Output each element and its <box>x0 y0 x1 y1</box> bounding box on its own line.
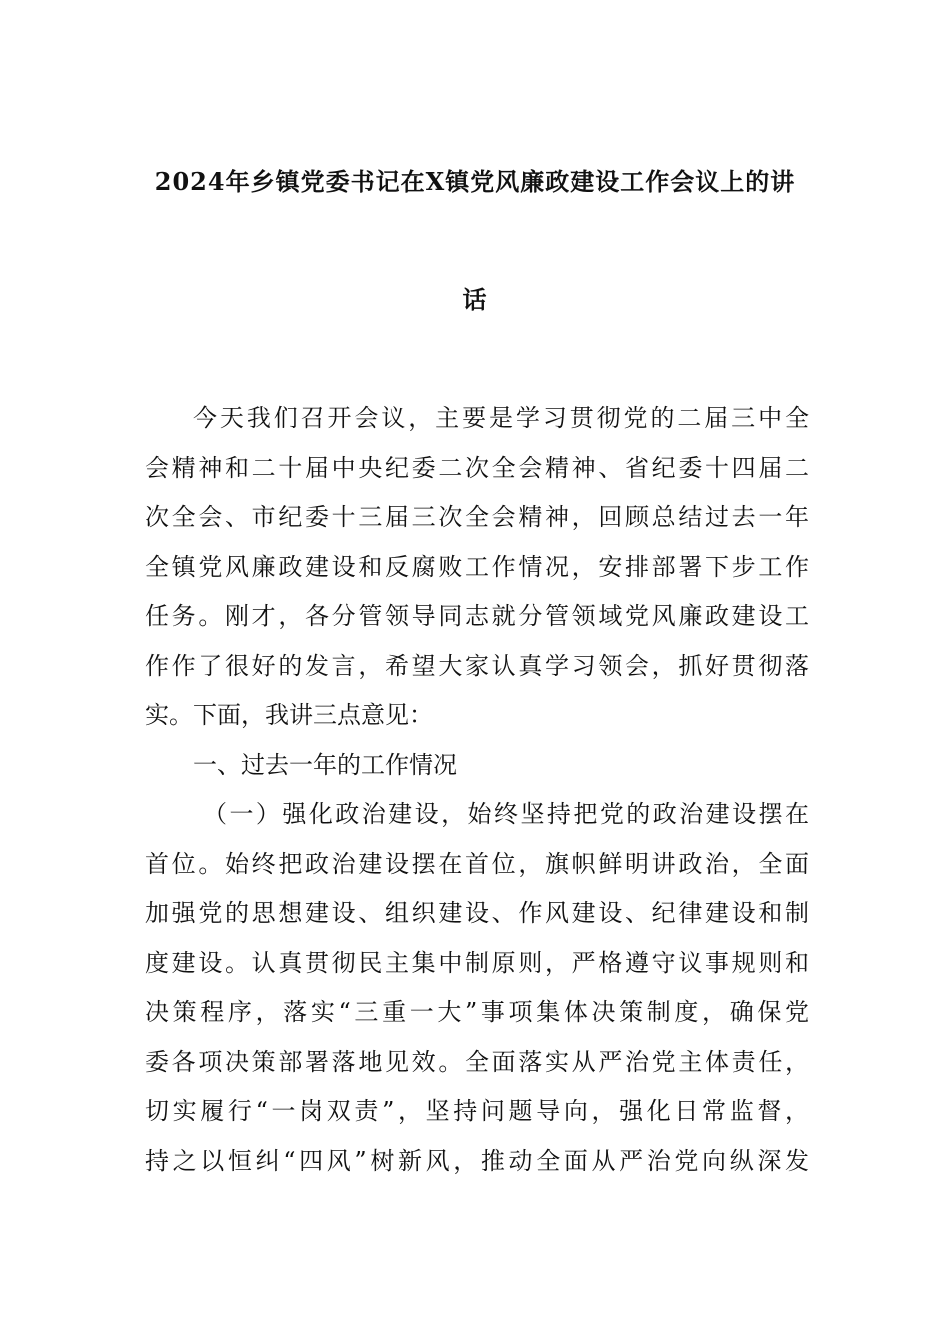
paragraph-2-line: 加强党的思想建设、组织建设、作风建设、纪律建设和制 <box>145 899 809 927</box>
paragraph-1-line: 全镇党风廉政建设和反腐败工作情况，安排部署下步工作 <box>145 552 809 581</box>
paragraph-2-line: （一）强化政治建设，始终坚持把党的政治建设摆在 <box>203 800 809 828</box>
paragraph-2-line: 切实履行“一岗双责”，坚持问题导向，强化日常监督， <box>145 1097 809 1125</box>
paragraph-1-line: 会精神和二十届中央纪委二次全会精神、省纪委十四届二 <box>145 453 809 482</box>
paragraph-2-line: 持之以恒纠“四风”树新风，推动全面从严治党向纵深发 <box>145 1146 809 1175</box>
paragraph-1-line: 实。下面，我讲三点意见： <box>145 701 433 729</box>
document-title-line-2: 话 <box>462 285 488 314</box>
paragraph-2-line: 度建设。认真贯彻民主集中制原则，严格遵守议事规则和 <box>145 948 809 977</box>
paragraph-1-line: 次全会、市纪委十三届三次全会精神，回顾总结过去一年 <box>145 503 809 531</box>
paragraph-1-line: 今天我们召开会议，主要是学习贯彻党的二届三中全 <box>193 404 809 432</box>
paragraph-2-line: 委各项决策部署落地见效。全面落实从严治党主体责任， <box>145 1047 809 1076</box>
document-body <box>145 394 809 1186</box>
paragraph-1-line: 任务。刚才，各分管领导同志就分管领域党风廉政建设工 <box>145 602 809 630</box>
document-title-line-1: 2024年乡镇党委书记在X镇党风廉政建设工作会议上的讲 <box>154 167 796 196</box>
paragraph-1-line: 作作了很好的发言，希望大家认真学习领会，抓好贯彻落 <box>145 651 809 680</box>
paragraph-2-line: 首位。始终把政治建设摆在首位，旗帜鲜明讲政治，全面 <box>145 849 809 878</box>
paragraph-2-line: 决策程序，落实“三重一大”事项集体决策制度，确保党 <box>145 998 809 1026</box>
section-heading: 一、过去一年的工作情况 <box>193 750 457 779</box>
